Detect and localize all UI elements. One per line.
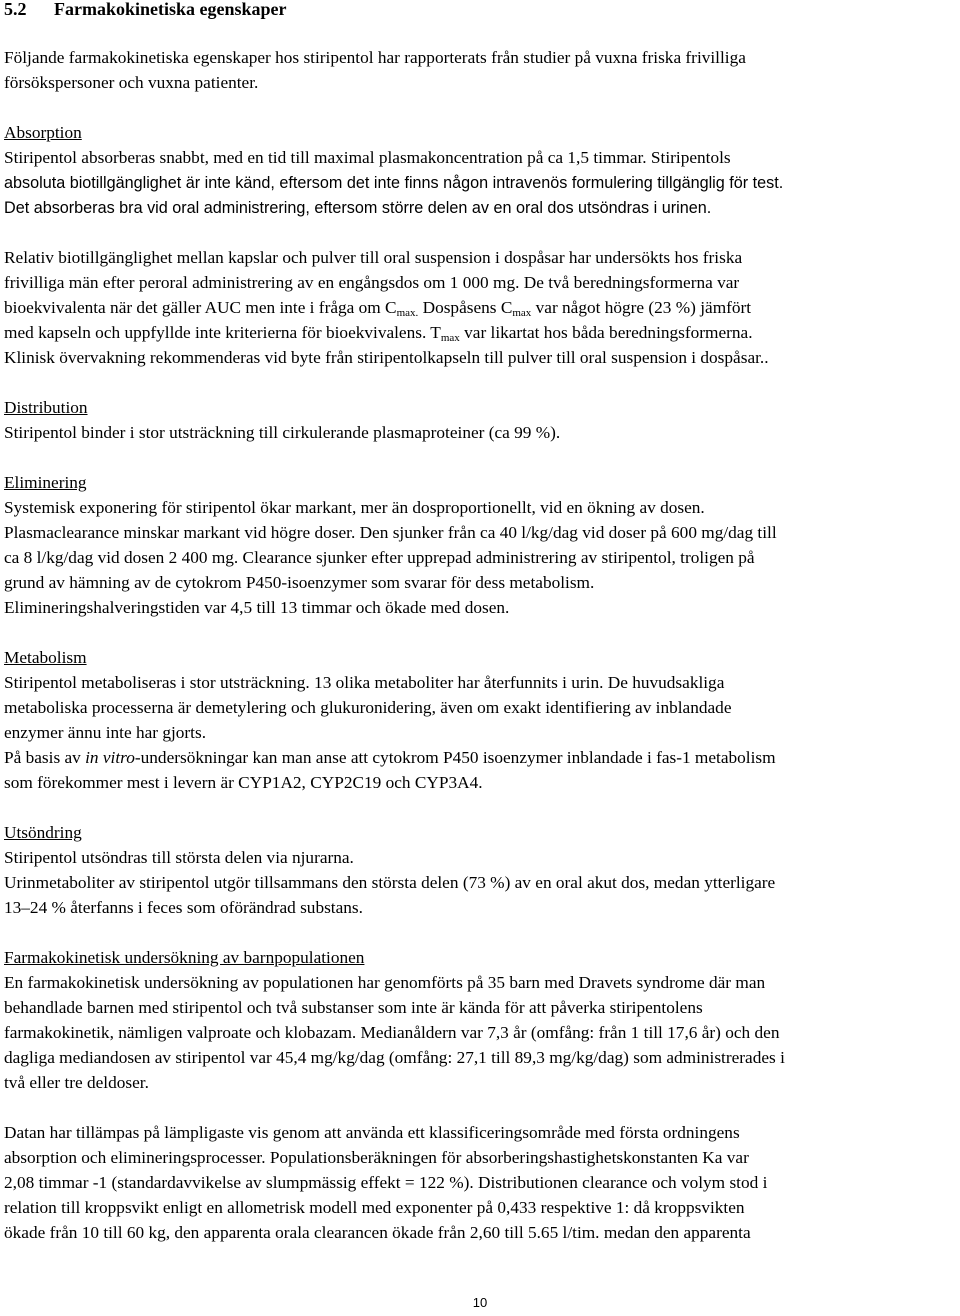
intro-line-2: försökspersoner och vuxna patienter. [4,73,259,92]
metabolism-line-5: som förekommer mest i levern är CYP1A2, CYP2C19 och CYP3A4. [4,773,483,792]
relative-text: var likartat hos båda beredningsformerna. [459,323,753,342]
elimination-line: Plasmaclearance minskar markant vid högre doser. Den sjunker från ca 40 l/kg/dag vid doser på 600 mg/dag till [4,523,777,542]
absorption-line-1: Stiripentol absorberas snabbt, med en tid till maximal plasmakoncentration på ca 1,5 timmar. Stiripentols [4,148,731,167]
data-paragraph-line: Datan har tillämpas på lämpligaste vis genom att använda ett klassificeringsområde med första ordningens [4,1123,740,1142]
distribution-heading: Distribution [4,398,88,417]
metabolism-line: metaboliska processerna är demetylering och glukuronidering, även om exakt identifiering av inblandade [4,698,732,717]
absorption-line-2: absoluta biotillgänglighet är inte känd, eftersom det inte finns någon intravenös formulering tillgänglig för test. [4,174,784,192]
data-paragraph-line: absorption och elimineringsprocesser. Populationsberäkningen för absorberingshastighetskonstanten Ka var [4,1148,749,1167]
tmax-subscript: max [440,332,460,344]
relative-line-5: Klinisk övervakning rekommenderas vid byte från stiripentolkapseln till pulver till oral suspension i dospåsar.. [4,348,769,367]
elimination-heading: Eliminering [4,473,87,492]
relative-line-4 [4,321,753,346]
cmax-subscript: max [512,307,532,319]
relative-line-1: Relativ biotillgänglighet mellan kapslar och pulver till oral suspension i dospåsar har undersökts hos friska [4,248,743,267]
excretion-line: Urinmetaboliter av stiripentol utgör tillsammans den största delen (73 %) av en oral akut dos, medan ytterligare [4,873,776,892]
elimination-line: ca 8 l/kg/dag vid dosen 2 400 mg. Clearance sjunker efter upprepad administrering av stiripentol, troligen på [4,548,755,567]
relative-text: med kapseln och uppfyllde inte kriterierna för bioekvivalens. T [4,323,441,342]
relative-text: Dospåsens C [418,298,513,317]
excretion-heading: Utsöndring [4,823,82,842]
elimination-line: Systemisk exponering för stiripentol ökar markant, mer än dosproportionellt, vid en ökning av dosen. [4,498,705,517]
relative-text: bioekvivalenta när det gäller AUC men inte i fråga om C [4,298,397,317]
excretion-line: 13–24 % återfanns i feces som oförändrad substans. [4,898,363,917]
relative-text: var något högre (23 %) jämfört [531,298,752,317]
metabolism-text: -undersökningar kan man anse att cytokrom P450 isoenzymer inblandade i fas-1 metabolism [134,748,776,767]
relative-line-3 [4,296,751,321]
elimination-line: Elimineringshalveringstiden var 4,5 till 13 timmar och ökade med dosen. [4,598,510,617]
pediatric-heading: Farmakokinetisk undersökning av barnpopulationen [4,948,365,967]
metabolism-line: Stiripentol metaboliseras i stor utsträckning. 13 olika metaboliter har återfunnits i urin. De huvudsakliga [4,673,725,692]
metabolism-line-4 [4,746,776,771]
distribution-line-1: Stiripentol binder i stor utsträckning till cirkulerande plasmaproteiner (ca 99 %). [4,423,561,442]
metabolism-line: enzymer ännu inte har gjorts. [4,723,207,742]
absorption-heading: Absorption [4,123,82,142]
cmax-subscript: max. [396,307,419,319]
pediatric-line: dagliga mediandosen av stiripentol var 45,4 mg/kg/dag (omfång: 27,1 till 89,3 mg/kg/dag) som administrerades i [4,1048,785,1067]
metabolism-text: På basis av [4,748,86,767]
pediatric-line: två eller tre deldoser. [4,1073,149,1092]
relative-line-2: frivilliga män efter peroral administrering av en engångsdos om 1 000 mg. De två beredningsformerna var [4,273,740,292]
data-paragraph-line: 2,08 timmar -1 (standardavvikelse av slumpmässig effekt = 122 %). Distributionen clearance och volym stod i [4,1173,768,1192]
pediatric-line: behandlade barnen med stiripentol och två substanser som inte är kända för att påverka stiripentolens [4,998,703,1017]
data-paragraph-line: relation till kroppsvikt enligt en allometrisk modell med exponenter på 0,433 respektive 1: då kroppsvikten [4,1198,745,1217]
pediatric-line: farmakokinetik, nämligen valproate och klobazam. Medianåldern var 7,3 år (omfång: från 1 till 17,6 år) och den [4,1023,780,1042]
page-number: 10 [472,1295,488,1310]
section-heading [4,0,287,22]
section-number: 5.2 [4,0,27,19]
absorption-line-3: Det absorberas bra vid oral administrering, eftersom större delen av en oral dos utsöndras i urinen. [4,199,712,217]
data-paragraph-line: ökade från 10 till 60 kg, den apparenta orala clearancen ökade från 2,60 till 5.65 l/tim. medan den apparenta [4,1223,751,1242]
section-title: Farmakokinetiska egenskaper [54,0,287,19]
in-vitro-italic: in vitro [85,748,135,767]
pediatric-line: En farmakokinetisk undersökning av populationen har genomförts på 35 barn med Dravets syndrome där man [4,973,766,992]
excretion-line: Stiripentol utsöndras till största delen via njurarna. [4,848,354,867]
metabolism-heading: Metabolism [4,648,87,667]
elimination-line: grund av hämning av de cytokrom P450-isoenzymer som svarar för dess metabolism. [4,573,595,592]
intro-line-1: Följande farmakokinetiska egenskaper hos stiripentol har rapporterats från studier på vuxna friska frivilliga [4,48,746,67]
